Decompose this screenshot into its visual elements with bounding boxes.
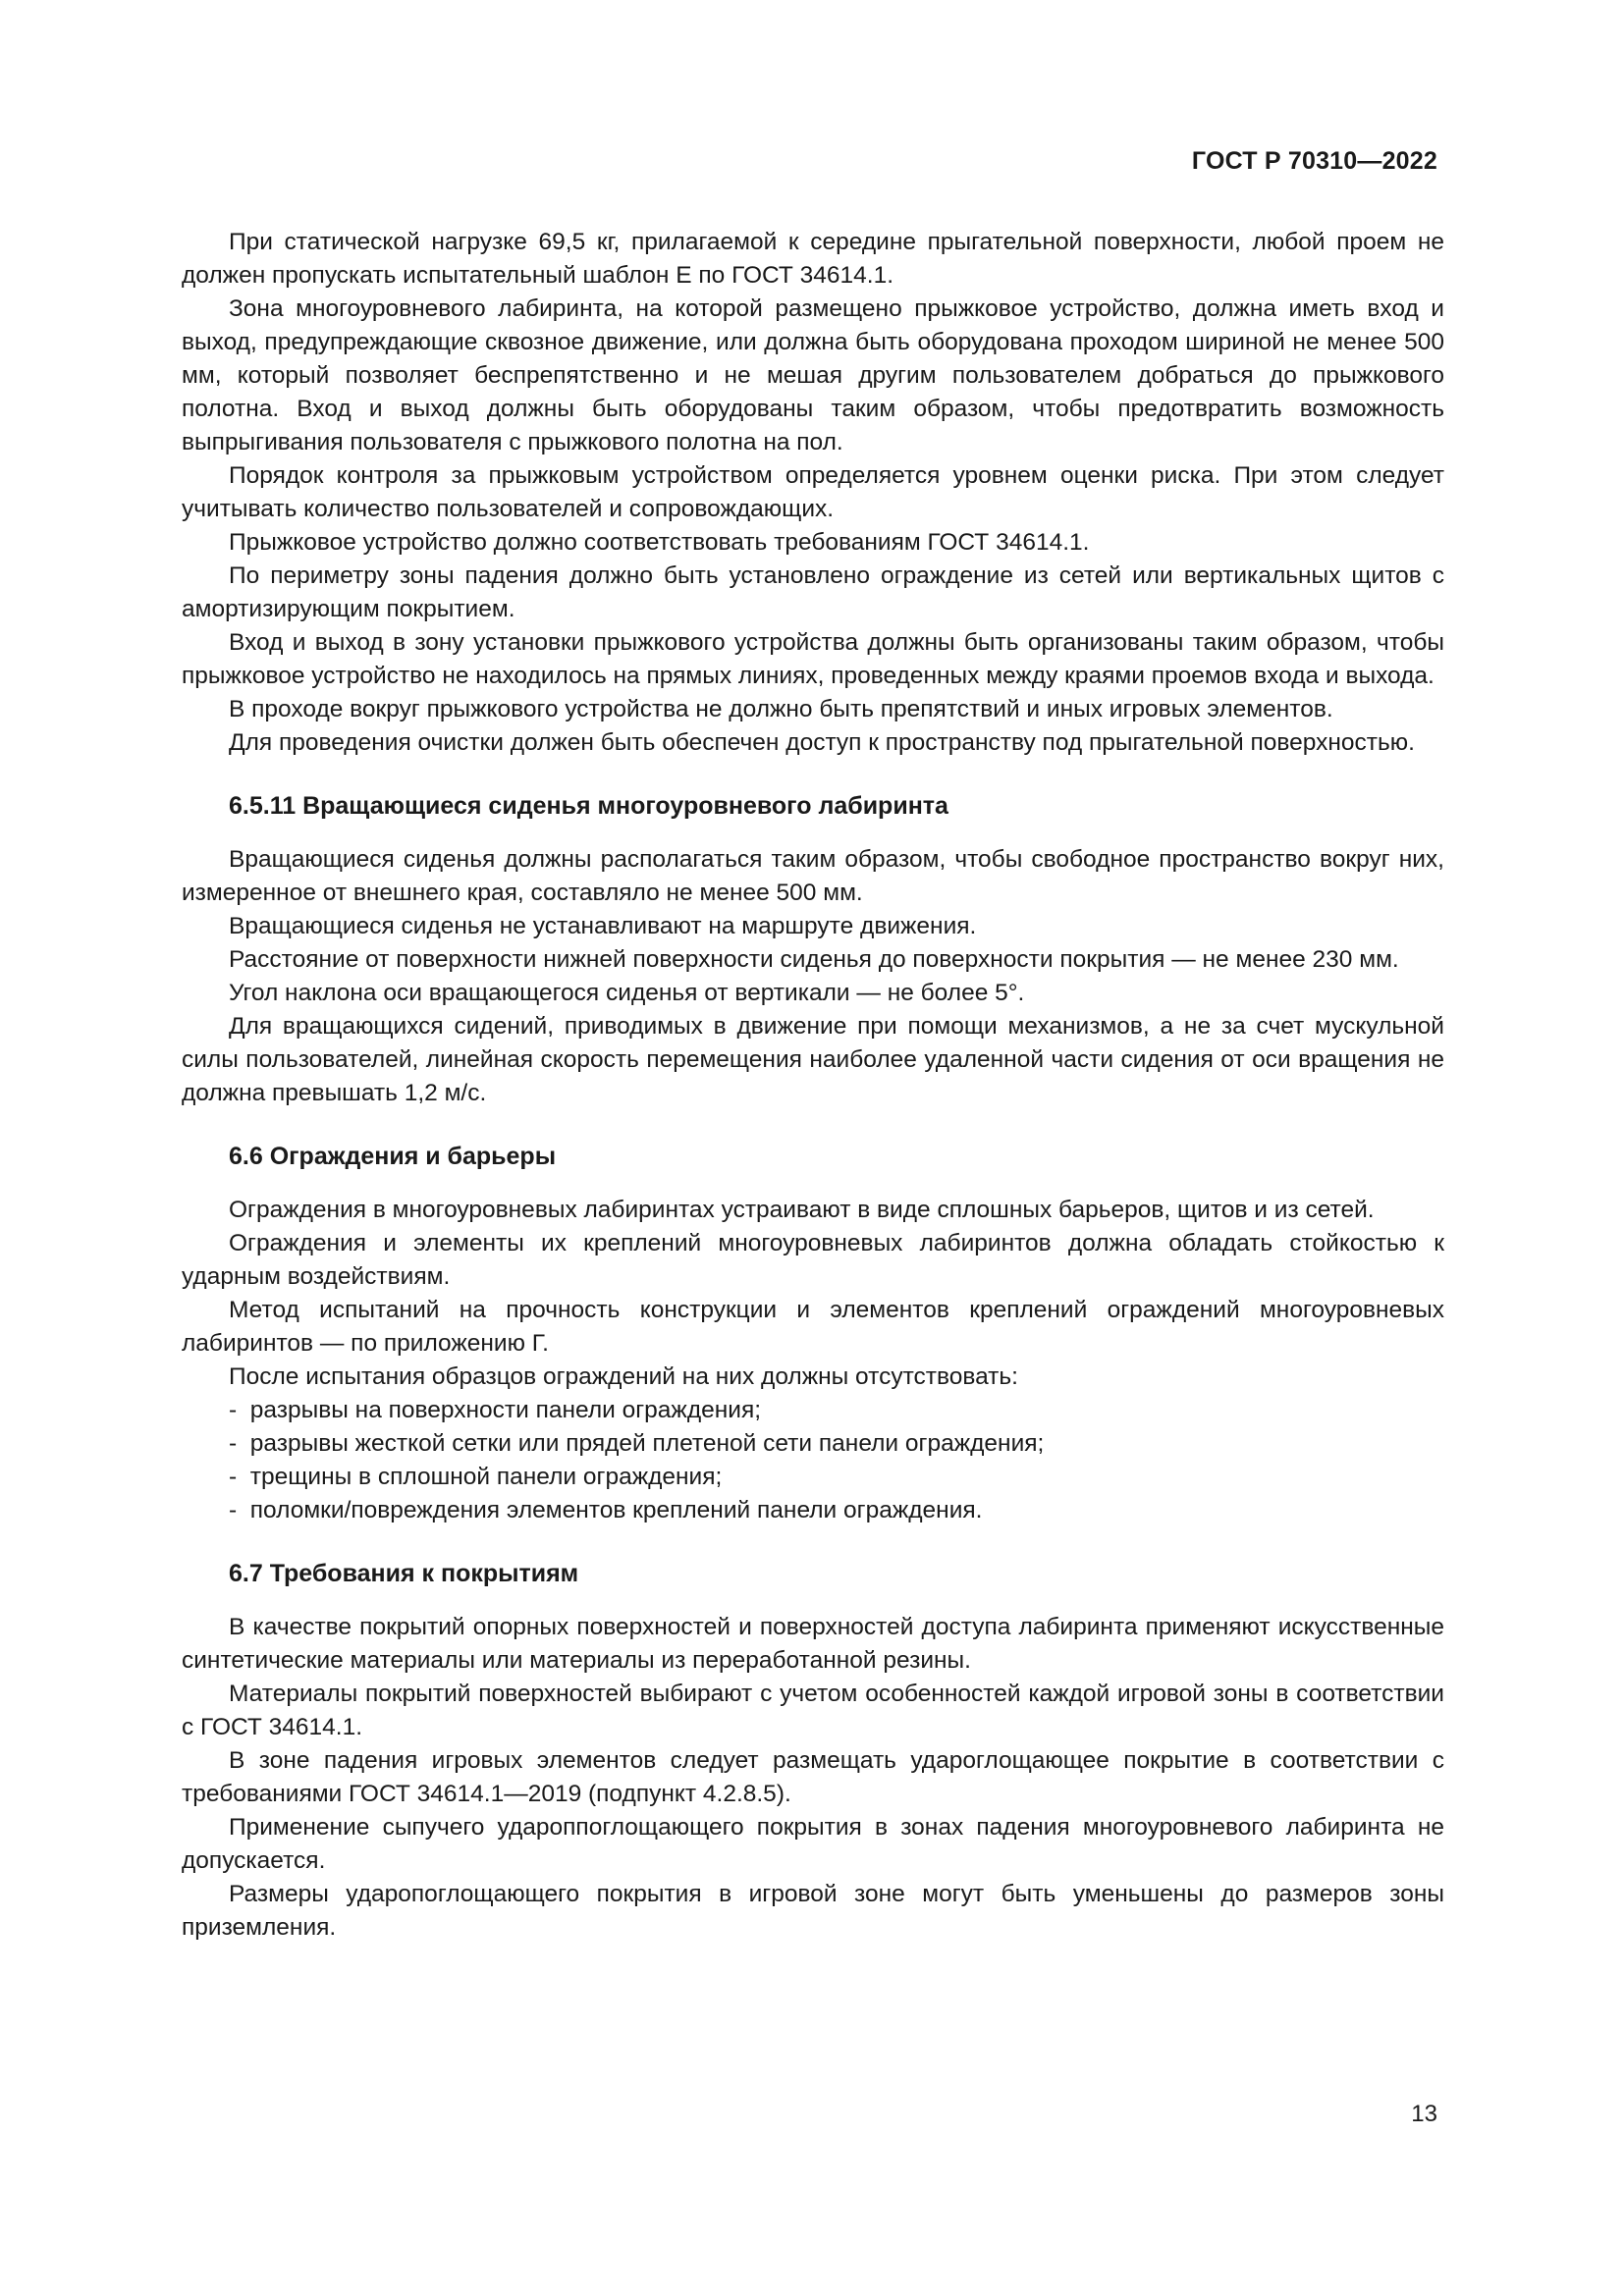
paragraph: В качестве покрытий опорных поверхностей и поверхностей доступа лабиринта применяют искусственные синтетические материалы или материалы из переработанной резины. bbox=[182, 1614, 1444, 1674]
paragraph: Вход и выход в зону установки прыжкового устройства должны быть организованы таким образом, чтобы прыжковое устройство не находилось на прямых линиях, проведенных между краями проемов входа и выхода. bbox=[182, 629, 1444, 689]
paragraph: По периметру зоны падения должно быть установлено ограждение из сетей или вертикальных щитов с амортизирующим покрытием. bbox=[182, 562, 1444, 622]
paragraph: Для вращающихся сидений, приводимых в движение при помощи механизмов, а не за счет мускульной силы пользователей, линейная скорость перемещения наиболее удаленной части сидения от оси вращения не должна превышать 1,2 м/с. bbox=[182, 1013, 1444, 1106]
paragraph: В проходе вокруг прыжкового устройства не должно быть препятствий и иных игровых элементов. bbox=[229, 696, 1333, 722]
paragraph: Порядок контроля за прыжковым устройством определяется уровнем оценки риска. При этом следует учитывать количество пользователей и сопровождающих. bbox=[182, 462, 1444, 522]
paragraph: После испытания образцов ограждений на них должны отсутствовать: bbox=[229, 1363, 1018, 1390]
section-heading-6-5-11: 6.5.11 Вращающиеся сиденья многоуровневого лабиринта bbox=[229, 792, 948, 820]
paragraph: Расстояние от поверхности нижней поверхности сиденья до поверхности покрытия — не менее 230 мм. bbox=[229, 946, 1399, 973]
paragraph: Размеры ударопоглощающего покрытия в игровой зоне могут быть уменьшены до размеров зоны приземления. bbox=[182, 1881, 1444, 1941]
paragraph: Вращающиеся сиденья не устанавливают на маршруте движения. bbox=[229, 913, 977, 939]
list-item: - разрывы жесткой сетки или прядей плетеной сети панели ограждения; bbox=[182, 1427, 1444, 1461]
paragraph: Для проведения очистки должен быть обеспечен доступ к пространству под прыгательной поверхностью. bbox=[229, 729, 1415, 756]
paragraph: Вращающиеся сиденья должны располагаться таким образом, чтобы свободное пространство вокруг них, измеренное от внешнего края, составляло не менее 500 мм. bbox=[182, 846, 1444, 906]
paragraph: В зоне падения игровых элементов следует размещать удароглощающее покрытие в соответствии с требованиями ГОСТ 34614.1—2019 (подпункт 4.2.8.5). bbox=[182, 1747, 1444, 1807]
section-heading-6-7: 6.7 Требования к покрытиям bbox=[229, 1560, 579, 1587]
list-item: - разрывы на поверхности панели ограждения; bbox=[182, 1394, 1444, 1427]
list-item: - поломки/повреждения элементов креплений панели ограждения. bbox=[182, 1494, 1444, 1527]
paragraph: При статической нагрузке 69,5 кг, прилагаемой к середине прыгательной поверхности, любой проем не должен пропускать испытательный шаблон Е по ГОСТ 34614.1. bbox=[182, 229, 1444, 289]
defects-list bbox=[182, 1394, 1444, 1527]
paragraph: Ограждения в многоуровневых лабиринтах устраивают в виде сплошных барьеров, щитов и из сетей. bbox=[229, 1197, 1375, 1223]
paragraph: Материалы покрытий поверхностей выбирают с учетом особенностей каждой игровой зоны в соответствии с ГОСТ 34614.1. bbox=[182, 1681, 1444, 1740]
page-number: 13 bbox=[1411, 2101, 1437, 2127]
paragraph: Зона многоуровневого лабиринта, на которой размещено прыжковое устройство, должна иметь вход и выход, предупреждающие сквозное движение, или должна быть оборудована проходом шириной не менее 500 мм, который позволяет беспрепятственно и не мешая другим пользователем добраться до прыжкового полотна. Вход и выход должны быть оборудованы таким образом, чтобы предотвратить возможность выпрыгивания пользователя с прыжкового полотна на пол. bbox=[182, 295, 1444, 455]
document-body bbox=[182, 226, 1444, 1945]
paragraph: Метод испытаний на прочность конструкции и элементов креплений ограждений многоуровневых лабиринтов — по приложению Г. bbox=[182, 1297, 1444, 1357]
paragraph: Ограждения и элементы их креплений многоуровневых лабиринтов должна обладать стойкостью к ударным воздействиям. bbox=[182, 1230, 1444, 1290]
section-heading-6-6: 6.6 Ограждения и барьеры bbox=[229, 1143, 557, 1170]
document-id-header: ГОСТ Р 70310—2022 bbox=[1191, 147, 1437, 175]
paragraph: Применение сыпучего удароппоглощающего покрытия в зонах падения многоуровневого лабиринта не допускается. bbox=[182, 1814, 1444, 1874]
paragraph: Угол наклона оси вращающегося сиденья от вертикали — не более 5°. bbox=[229, 980, 1025, 1006]
paragraph: Прыжковое устройство должно соответствовать требованиям ГОСТ 34614.1. bbox=[229, 529, 1090, 556]
list-item: - трещины в сплошной панели ограждения; bbox=[182, 1461, 1444, 1494]
